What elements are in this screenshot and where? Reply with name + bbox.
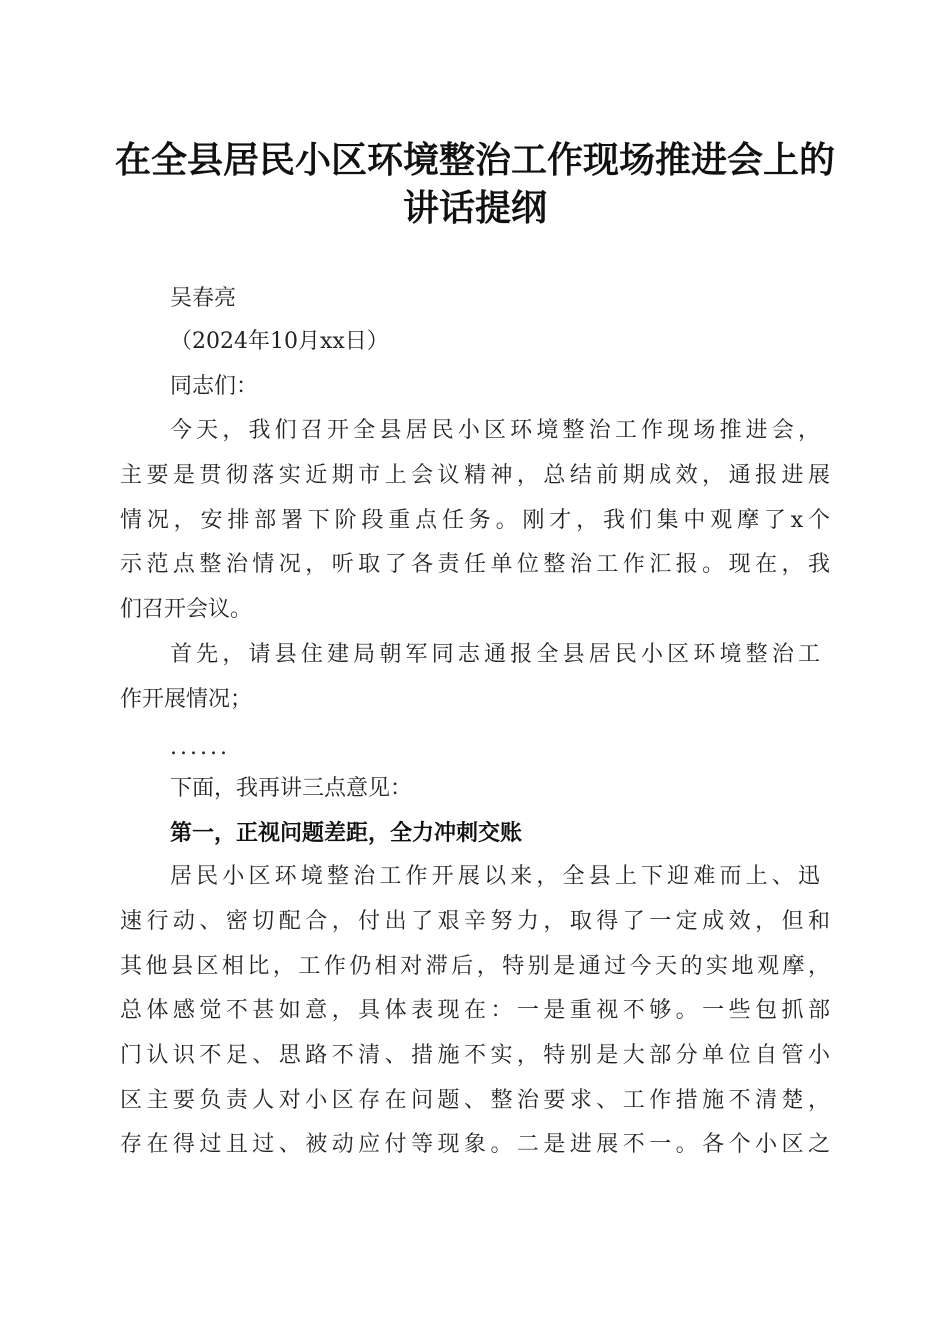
paragraph-1-line: 情况，安排部署下阶段重点任务。刚才，我们集中观摩了x个 [120,508,830,533]
paragraph-1-line: 主要是贯彻落实近期市上会议精神，总结前期成效，通报进展 [120,463,830,488]
salutation: 同志们： [170,374,259,399]
document-title-line-1: 在全县居民小区环境整治工作现场推进会上的 [114,139,835,181]
paragraph-3-line: 门认识不足、思路不清、措施不实，特别是大部分单位自管小 [120,1043,830,1068]
paragraph-2-line: 作开展情况； [120,687,253,712]
paragraph-1-line: 们召开会议。 [120,597,253,622]
speech-date: （2024年10月xx日） [170,329,389,354]
document-title-line-2: 讲话提纲 [402,187,547,229]
transition-text: 下面，我再讲三点意见： [170,776,413,801]
paragraph-3-line: 其他县区相比，工作仍相对滞后，特别是通过今天的实地观摩， [120,954,830,979]
paragraph-1-line: 示范点整治情况，听取了各责任单位整治工作汇报。现在，我 [120,552,830,577]
paragraph-3-line: 速行动、密切配合，付出了艰辛努力，取得了一定成效，但和 [120,909,830,934]
paragraph-3-line: 总体感觉不甚如意，具体表现在：一是重视不够。一些包抓部 [120,998,830,1023]
section-1-heading: 第一，正视问题差距，全力冲刺交账 [170,820,523,846]
paragraph-1-line: 今天，我们召开全县居民小区环境整治工作现场推进会， [170,418,820,443]
paragraph-3-line: 居民小区环境整治工作开展以来，全县上下迎难而上、迅 [170,864,820,889]
paragraph-2-line: 首先，请县住建局朝军同志通报全县居民小区环境整治工 [170,642,820,667]
ellipsis: ...... [170,735,230,760]
author-name: 吴春亮 [170,286,237,311]
paragraph-3-line: 区主要负责人对小区存在问题、整治要求、工作措施不清楚， [120,1088,830,1113]
paragraph-3-line: 存在得过且过、被动应付等现象。二是进展不一。各个小区之 [120,1132,830,1157]
